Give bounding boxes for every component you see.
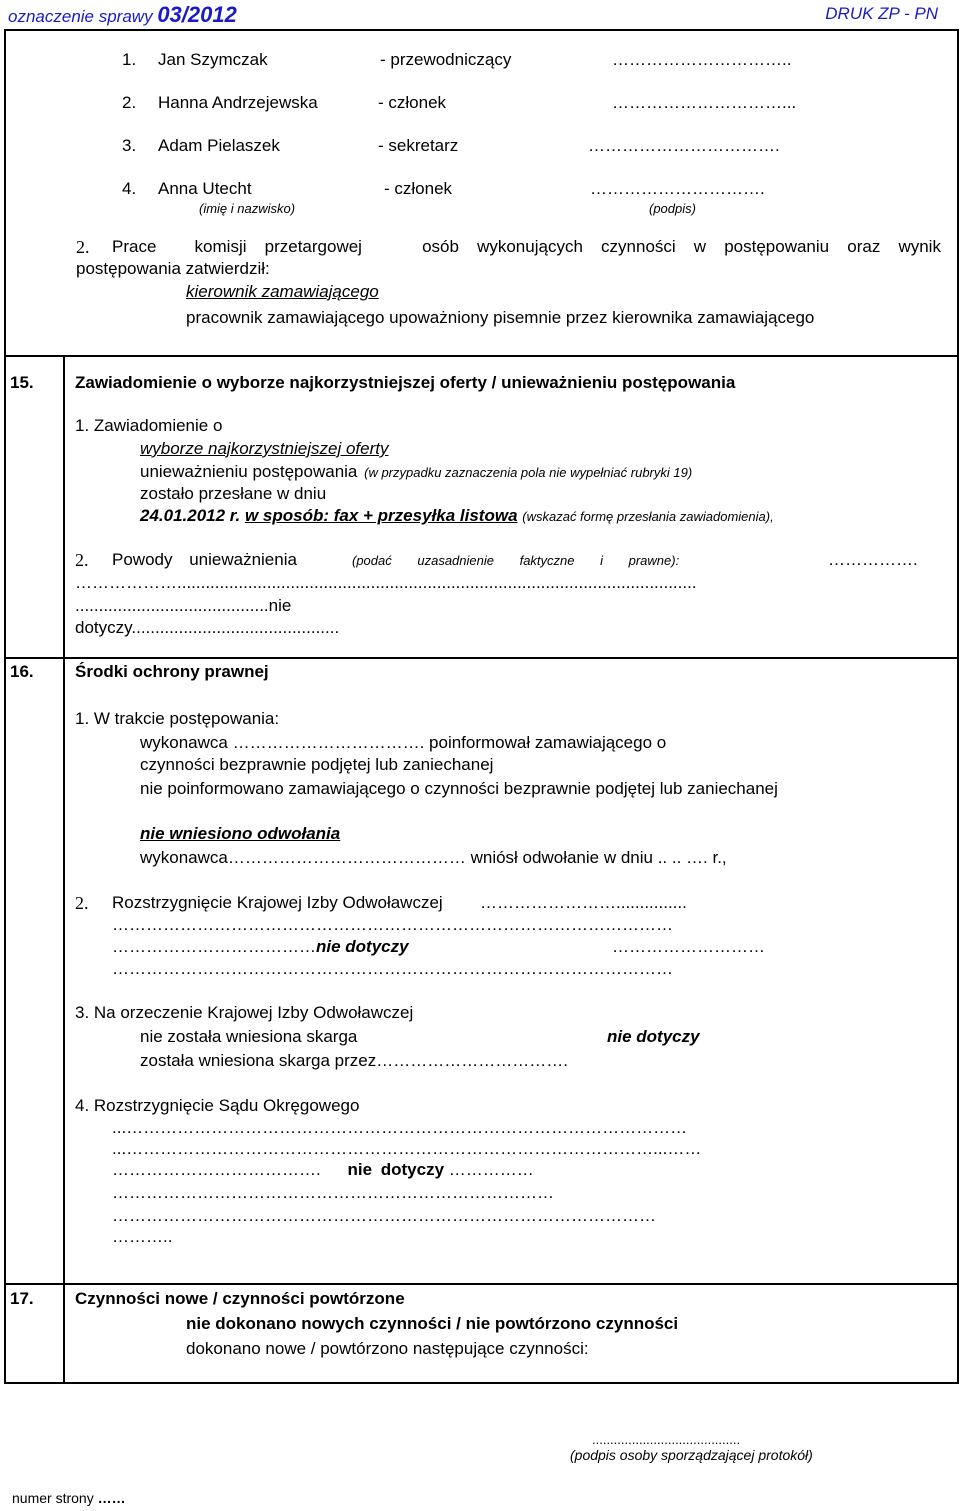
member-num: 2. [122, 93, 137, 112]
name-caption: (imię i nazwisko) [199, 201, 296, 216]
kio-dots-1: ……………………............... [480, 893, 687, 912]
member-num: 3. [122, 136, 137, 155]
court-label: 4. Rozstrzygnięcie Sądu Okręgowego [75, 1096, 360, 1115]
annulment-number: 2. [75, 550, 89, 570]
member-name: Adam Pielaszek [158, 136, 280, 155]
divider-16-17 [4, 1283, 959, 1285]
annulment-note: (podać uzasadnienie faktyczne i prawne): [352, 553, 680, 568]
section-17-title: Czynności nowe / czynności powtórzone [75, 1289, 405, 1308]
during-proceedings-label: 1. W trakcie postępowania: [75, 709, 280, 728]
kio-not-applicable: nie dotyczy [316, 937, 409, 956]
court-dots-4: …………… [448, 1160, 534, 1179]
kio-number: 2. [75, 893, 89, 913]
member-signature: …………………………... [612, 93, 797, 112]
signature-caption: (podpis) [649, 201, 696, 216]
complaint-not-filed: nie została wniesiona skarga [140, 1027, 358, 1046]
new-actions-done: dokonano nowe / powtórzono następujące czynności: [186, 1339, 589, 1358]
member-role: - przewodniczący [380, 50, 512, 69]
member-role: - członek [378, 93, 447, 112]
case-number-value: 03/2012 [157, 2, 237, 27]
form-code: DRUK ZP - PN [825, 4, 938, 23]
approval-word: w [693, 237, 707, 256]
approval-word: osób [422, 237, 459, 256]
court-row [112, 1160, 534, 1180]
kio-dots-3: ……………………………… [112, 937, 316, 956]
page-number-label: numer strony [12, 1490, 94, 1506]
court-dots-7: ……….. [112, 1227, 173, 1246]
complaint-label: 3. Na orzeczenie Krajowej Izby Odwoławczej [75, 1003, 414, 1022]
member-num: 4. [122, 179, 137, 198]
approval-word: wynik [898, 237, 941, 256]
unlawful-action: czynności bezprawnie podjętej lub zaniechanej [140, 755, 494, 774]
notice-option-annulment-note: (w przypadku zaznaczenia pola nie wypełniać rubryki 19) [364, 465, 693, 480]
approval-word: przetargowej [264, 237, 362, 256]
sent-date: 24.01.2012 r. [140, 506, 241, 525]
sent-line [140, 506, 774, 526]
page-number-value: …… [97, 1490, 126, 1506]
contractor-informed: wykonawca ……………………………. poinformował zamawiającego o [140, 733, 667, 752]
member-name: Anna Utecht [158, 179, 252, 198]
member-signature: ……………………………. [588, 136, 780, 155]
signature-dots: ......................................... [592, 1432, 741, 1447]
approval-option-manager: kierownik zamawiającego [186, 282, 379, 301]
approval-number: 2. [76, 237, 90, 257]
annulment-dots-4: dotyczy............................................ [75, 618, 340, 637]
approval-option-employee: pracownik zamawiającego upoważniony pisemnie przez kierownika zamawiającego [186, 308, 815, 327]
member-signature: ………………………….. [612, 50, 792, 69]
annulment-dots-1: ……………. [828, 550, 918, 569]
case-number-label: oznaczenie sprawy [8, 7, 158, 26]
page-number [12, 1490, 126, 1506]
court-dots-3: ………………………………. [112, 1160, 321, 1179]
member-name: Jan Szymczak [158, 50, 268, 69]
kio-dots-4: ……………………… [612, 937, 765, 956]
not-informed: nie poinformowano zamawiającego o czynności bezprawnie podjętej lub zaniechanej [140, 779, 778, 798]
complaint-filed: została wniesiona skarga przez……………………………. [140, 1051, 568, 1070]
notice-option-annulment-text: unieważnieniu postępowania [140, 462, 358, 481]
signature-caption: (podpis osoby sporządzającej protokół) [570, 1447, 813, 1463]
member-signature: …………………………. [590, 179, 765, 198]
section-17-number: 17. [10, 1289, 34, 1308]
approval-word: wykonujących [477, 237, 583, 256]
no-new-actions: nie dokonano nowych czynności / nie powtórzono czynności [186, 1314, 679, 1333]
divider-15-16 [4, 657, 959, 659]
annulment-label: Powody unieważnienia [112, 550, 297, 569]
section-15-title: Zawiadomienie o wyborze najkorzystniejszej oferty / unieważnieniu postępowania [75, 373, 736, 392]
kio-dots-5: ……………………………………………………………………………………… [112, 959, 673, 978]
sent-label: zostało przesłane w dniu [140, 484, 327, 503]
approval-word: oraz [847, 237, 881, 256]
section-16-number: 16. [10, 662, 34, 681]
sent-method: w sposób: fax + przesyłka listowa [244, 506, 518, 525]
section-15-number: 15. [10, 373, 34, 392]
sent-note: (wskazać formę przesłania zawiadomienia), [522, 509, 774, 524]
approval-word: Prace [112, 237, 157, 256]
member-role: - członek [384, 179, 453, 198]
court-dots-1: ...……………………………………………………………………………………… [112, 1118, 688, 1137]
case-number [8, 2, 237, 28]
member-num: 1. [122, 50, 137, 69]
court-not-applicable: nie dotyczy [347, 1160, 445, 1179]
approval-word: komisji [194, 237, 247, 256]
number-column-divider [63, 355, 65, 1384]
approval-word: postępowaniu [724, 237, 830, 256]
complaint-not-applicable: nie dotyczy [607, 1027, 700, 1046]
kio-dots-2: ……………………………………………………………………………………… [112, 915, 673, 934]
notice-option-best-offer: wyborze najkorzystniejszej oferty [140, 439, 389, 458]
section-16-title: Środki ochrony prawnej [75, 662, 269, 681]
kio-row [112, 937, 409, 957]
committee-box [4, 29, 959, 355]
court-dots-2: ...…………………………………………………………………………………...…… [112, 1139, 702, 1158]
member-role: - sekretarz [378, 136, 459, 155]
notice-label: 1. Zawiadomienie o [75, 416, 223, 435]
court-dots-6: …………………………………………………………………………………… [112, 1206, 656, 1225]
approval-line-2: postępowania zatwierdził: [76, 259, 270, 278]
court-dots-5: …………………………………………………………………… [112, 1183, 554, 1202]
annulment-dots-3: .........................................nie [75, 596, 292, 615]
annulment-dots-2: ……………….............................................................................................................. [75, 573, 697, 592]
appeal-filed: wykonawca…………………………………… wniósł odwołanie w dniu .. .. …. r., [140, 848, 727, 867]
member-name: Hanna Andrzejewska [158, 93, 318, 112]
approval-line [112, 237, 941, 257]
kio-label: Rozstrzygnięcie Krajowej Izby Odwoławczej [112, 893, 443, 912]
no-appeal: nie wniesiono odwołania [140, 824, 341, 843]
approval-word: czynności [601, 237, 676, 256]
notice-option-annulment [140, 462, 692, 482]
